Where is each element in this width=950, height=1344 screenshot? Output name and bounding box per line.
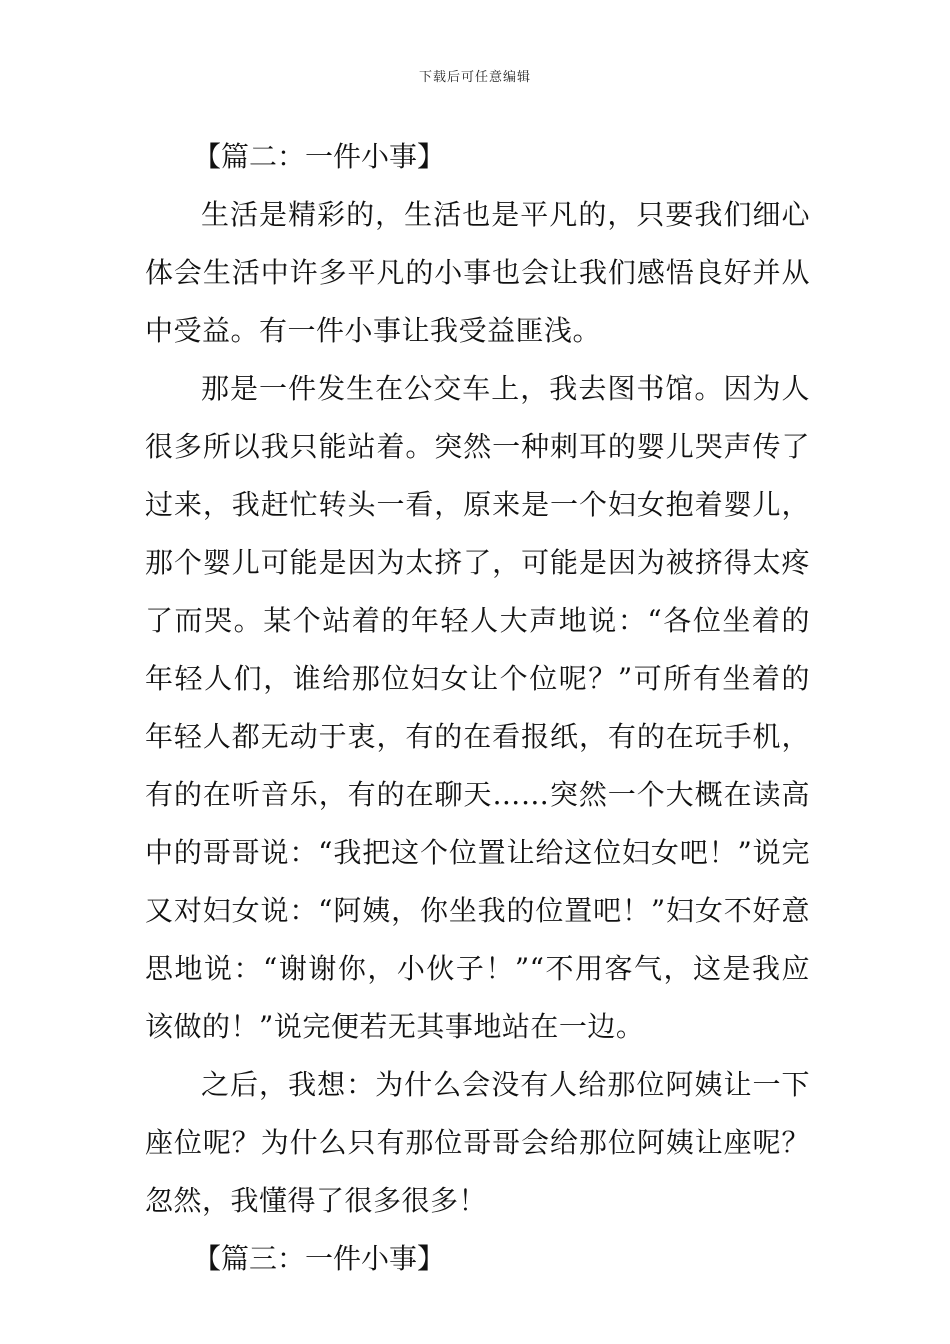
paragraph-2: 那是一件发生在公交车上，我去图书馆。因为人很多所以我只能站着。突然一种刺耳的婴儿哭声传了过来，我赶忙转头一看，原来是一个妇女抱着婴儿，那个婴儿可能是因为太挤了，可能是因为被挤得太疼了而哭。某个站着的年轻人大声地说：“各位坐着的年轻人们，谁给那位妇女让个位呢？”可所有坐着的年轻人都无动于衷，有的在看报纸，有的在玩手机，有的在听音乐，有的在聊天……突然一个大概在读高中的哥哥说：“我把这个位置让给这位妇女吧！”说完又对妇女说：“阿姨，你坐我的位置吧！”妇女不好意思地说：“谢谢你，小伙子！”“不用客气，这是我应该做的！”说完便若无其事地站在一边。 [145, 372, 810, 1043]
section-title-2: 【篇二：一件小事】 [193, 140, 446, 173]
section-title-3: 【篇三：一件小事】 [193, 1242, 446, 1275]
page-header-note: 下载后可任意编辑 [418, 70, 531, 85]
document-body [145, 128, 810, 1288]
paragraph-3: 之后，我想：为什么会没有人给那位阿姨让一下座位呢？为什么只有那位哥哥会给那位阿姨让座呢？忽然，我懂得了很多很多！ [145, 1068, 810, 1217]
paragraph-1: 生活是精彩的，生活也是平凡的，只要我们细心体会生活中许多平凡的小事也会让我们感悟良好并从中受益。有一件小事让我受益匪浅。 [145, 198, 810, 347]
